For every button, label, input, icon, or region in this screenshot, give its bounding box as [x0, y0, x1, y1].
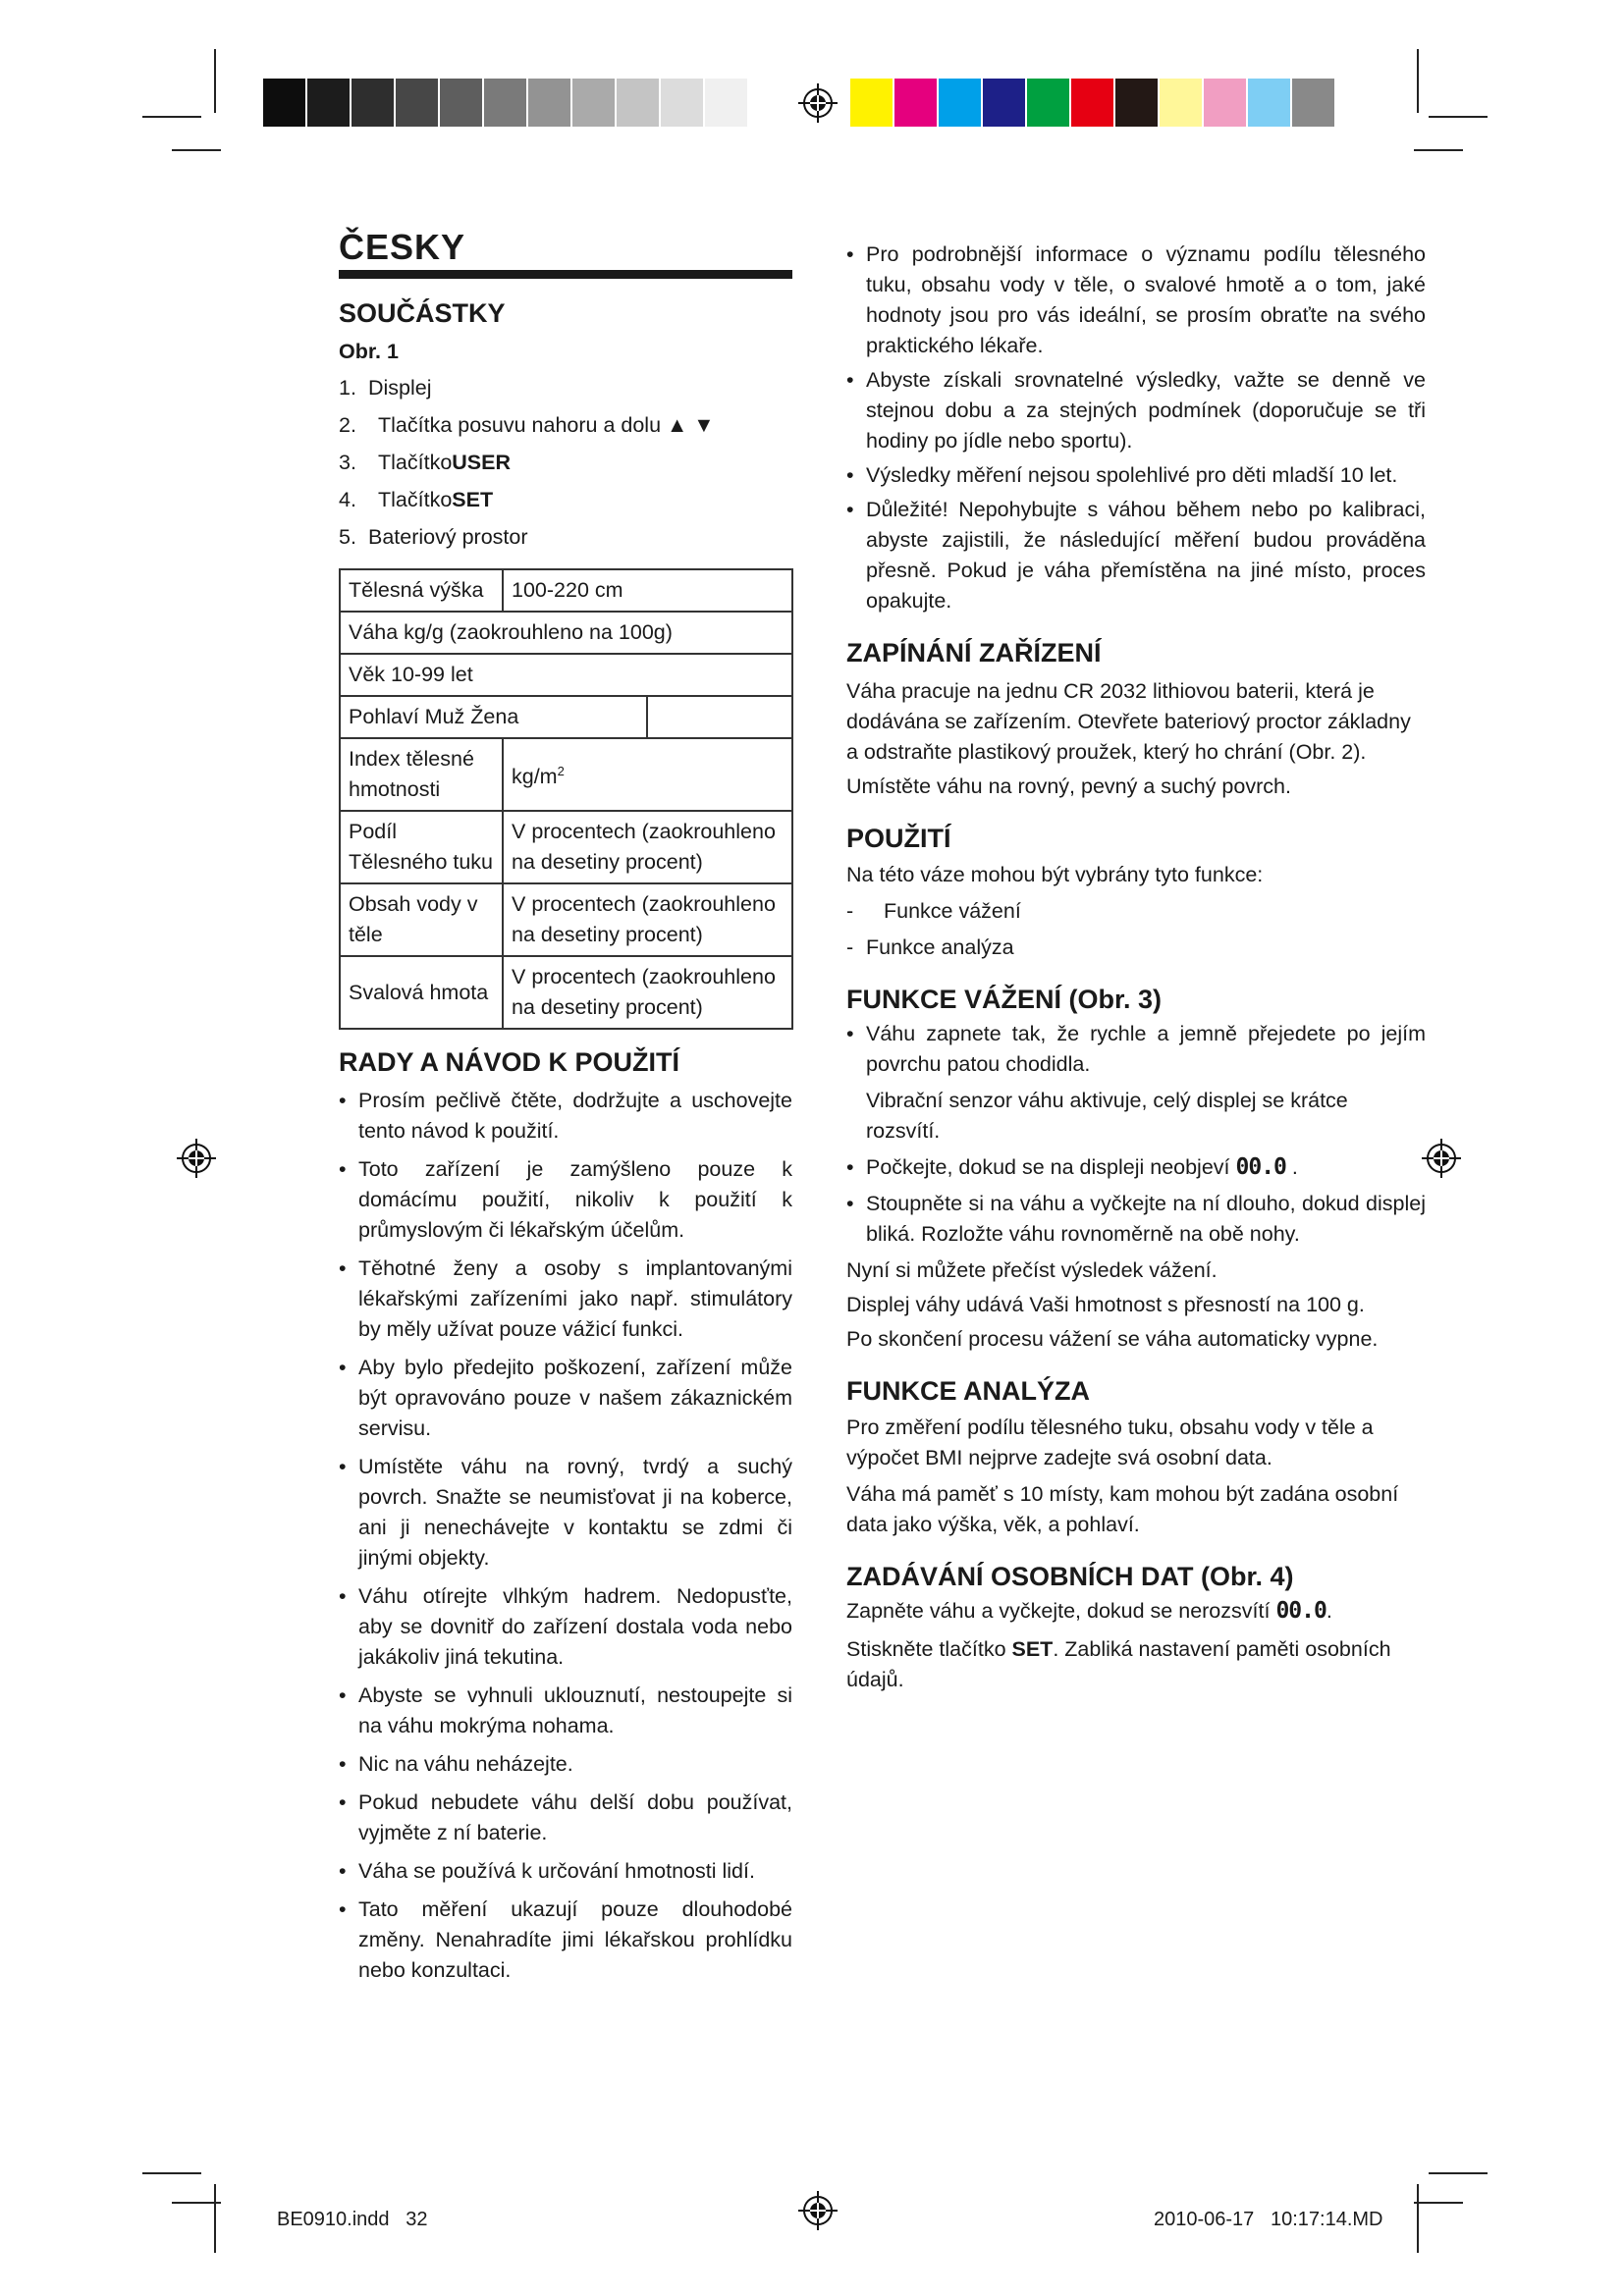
grayscale-bar	[263, 79, 749, 127]
list-item: • Pokud nebudete váhu delší dobu používat, vyjměte z ní baterie.	[339, 1788, 792, 1848]
advice-heading: RADY A NÁVOD K POUŽITÍ	[339, 1047, 680, 1077]
color-patch	[263, 79, 307, 127]
registration-mark-icon	[798, 2191, 838, 2230]
weighing-paragraph: Nyní si můžete přečíst výsledek vážení.	[846, 1258, 1218, 1282]
specifications-table: Tělesná výška 100-220 cm Váha kg/g (zaokrouhleno na 100g) Věk 10-99 let Pohlaví Muž Žena Index tělesné hmotnosti $kg/m^2$ Podíl Tělesného tuku V procentech (zaokrouhleno na desetiny procent) Obsah vody v těle V procentech (zaokrouhleno na desetiny procent) Svalová hmota V procentech (zaokrouhleno na desetiny procent)	[339, 568, 793, 1030]
list-item: 3. Tlačítko USER	[339, 451, 512, 474]
list-item: • Prosím pečlivě čtěte, dodržujte a uschovejte tento návod k použití.	[339, 1086, 792, 1147]
personal-paragraph: Zapněte váhu a vyčkejte, dokud se nerozsvítí 00.0.	[846, 1598, 1332, 1624]
color-patch	[705, 79, 749, 127]
right-column	[846, 240, 1426, 1695]
power-heading: ZAPÍNÁNÍ ZAŘÍZENÍ	[846, 638, 1102, 667]
list-item: • Pro podrobnější informace o významu podílu tělesného tuku, obsahu vody v těle, o svalové hmotě a o tom, jaké hodnoty jsou pro vás ideální, se prosím obraťte na svého praktického lékaře.	[846, 240, 1426, 361]
footer-timestamp: 2010-06-17 10:17:14.MD	[1154, 2209, 1383, 2230]
parts-heading: SOUČÁSTKY	[339, 298, 506, 328]
title-rule	[339, 270, 792, 279]
figure-label: Obr. 1	[339, 340, 399, 363]
power-paragraph: Váha pracuje na jednu CR 2032 lithiovou baterii, která je dodávána se zařízením. Otevřete bateriový proctor základny a odstraňte plastikový proužek, který ho chrání (Obr. 2).	[846, 679, 1411, 764]
color-patch	[1292, 79, 1336, 127]
color-patch	[1248, 79, 1292, 127]
color-patch	[1071, 79, 1115, 127]
color-patch	[484, 79, 528, 127]
color-patch	[894, 79, 939, 127]
weighing-paragraph: Vibrační senzor váhu aktivuje, celý displej se krátce rozsvítí.	[866, 1089, 1348, 1143]
registration-mark-icon	[1422, 1139, 1461, 1178]
color-patch	[983, 79, 1027, 127]
list-item: 4. Tlačítko SET	[339, 488, 494, 511]
color-patch	[617, 79, 661, 127]
color-patch	[1027, 79, 1071, 127]
personal-paragraph: Stiskněte tlačítko SET. Zabliká nastavení paměti osobních údajů.	[846, 1637, 1391, 1691]
list-item: • Váha se používá k určování hmotnosti lidí.	[339, 1856, 792, 1887]
color-patch	[528, 79, 572, 127]
parts-list	[339, 373, 792, 553]
list-item: • Umístěte váhu na rovný, tvrdý a suchý povrch. Snažte se neumisťovat ji na koberce, ani ji nenechávejte v kontaktu se zdmi či jinými objekty.	[339, 1452, 792, 1574]
use-intro: Na této váze mohou být vybrány tyto funkce:	[846, 863, 1264, 886]
color-patch	[1204, 79, 1248, 127]
list-item: - Funkce vážení	[846, 899, 1021, 923]
color-patch	[939, 79, 983, 127]
color-bar	[850, 79, 1336, 127]
list-item: • Abyste se vyhnuli uklouznutí, nestoupejte si na váhu mokrýma nohama.	[339, 1681, 792, 1741]
color-patch	[307, 79, 352, 127]
color-patch	[850, 79, 894, 127]
list-item: • Váhu zapnete tak, že rychle a jemně přejedete po jejím povrchu patou chodidla.	[846, 1019, 1426, 1080]
analysis-paragraph: Váha má paměť s 10 místy, kam mohou být zadána osobní data jako výška, věk, a pohlaví.	[846, 1482, 1399, 1536]
list-item: • Těhotné ženy a osoby s implantovanými lékařskými zařízeními jako např. stimulátory by měly užívat pouze vážicí funkci.	[339, 1254, 792, 1345]
color-patch	[352, 79, 396, 127]
weighing-paragraph: Po skončení procesu vážení se váha automaticky vypne.	[846, 1327, 1379, 1351]
power-paragraph: Umístěte váhu na rovný, pevný a suchý povrch.	[846, 774, 1291, 798]
list-item: • Tato měření ukazují pouze dlouhodobé změny. Nenahradíte jimi lékařskou prohlídku nebo konzultaci.	[339, 1895, 792, 1986]
color-patch	[572, 79, 617, 127]
personal-data-heading: ZADÁVÁNÍ OSOBNÍCH DAT (Obr. 4)	[846, 1562, 1294, 1591]
footer-file-info: BE0910.indd 32	[277, 2209, 428, 2230]
list-item: • Aby bylo předejito poškození, zařízení může být opravováno pouze v našem zákaznickém servisu.	[339, 1353, 792, 1444]
color-patch	[1115, 79, 1160, 127]
weighing-heading: FUNKCE VÁŽENÍ (Obr. 3)	[846, 985, 1163, 1014]
display-readout: 00.0	[1235, 1154, 1286, 1180]
color-patch	[396, 79, 440, 127]
registration-mark-icon	[798, 83, 838, 123]
use-heading: POUŽITÍ	[846, 824, 951, 853]
language-title: ČESKY	[339, 227, 466, 267]
analysis-heading: FUNKCE ANALÝZA	[846, 1376, 1090, 1406]
registration-mark-icon	[177, 1139, 216, 1178]
list-item: • Abyste získali srovnatelné výsledky, važte se denně ve stejnou dobu a za stejných podmínek (doporučuje se tři hodiny po jídle nebo sportu).	[846, 365, 1426, 456]
weighing-paragraph: Displej váhy udává Vaši hmotnost s přesností na 100 g.	[846, 1293, 1365, 1316]
color-patch	[440, 79, 484, 127]
list-item: • Toto zařízení je zamýšleno pouze k domácímu použití, nikoliv k použití k průmyslovým či lékařským účelům.	[339, 1154, 792, 1246]
list-item: • Počkejte, dokud se na displeji neobjeví 00.0 .	[846, 1152, 1426, 1183]
list-item: 1. Displej	[339, 376, 432, 400]
analysis-paragraph: Pro změření podílu tělesného tuku, obsahu vody v těle a výpočet BMI nejprve zadejte svá osobní data.	[846, 1415, 1374, 1469]
advice-list	[339, 1086, 792, 1986]
list-item: • Váhu otírejte vlhkým hadrem. Nedopusťte, aby se dovnitř do zařízení dostala voda nebo jakákoliv jiná tekutina.	[339, 1581, 792, 1673]
list-item: • Nic na váhu neházejte.	[339, 1749, 792, 1780]
list-item: • Výsledky měření nejsou spolehlivé pro děti mladší 10 let.	[846, 460, 1426, 491]
list-item: • Stoupněte si na váhu a vyčkejte na ní dlouho, dokud displej bliká. Rozložte váhu rovnoměrně na obě nohy.	[846, 1189, 1426, 1250]
list-item: 2. Tlačítka posuvu nahoru a dolu ▲ ▼	[339, 413, 715, 437]
display-readout: 00.0	[1275, 1598, 1326, 1624]
list-item: • Důležité! Nepohybujte s váhou během nebo po kalibraci, abyste zajistili, že následující měření budou prováděna přesně. Pokud je váha přemístěna na jiné místo, proces opakujte.	[846, 495, 1426, 616]
left-column	[339, 227, 792, 1986]
list-item: - Funkce analýza	[846, 935, 1014, 959]
list-item: 5. Bateriový prostor	[339, 525, 528, 549]
color-patch	[1160, 79, 1204, 127]
color-patch	[661, 79, 705, 127]
